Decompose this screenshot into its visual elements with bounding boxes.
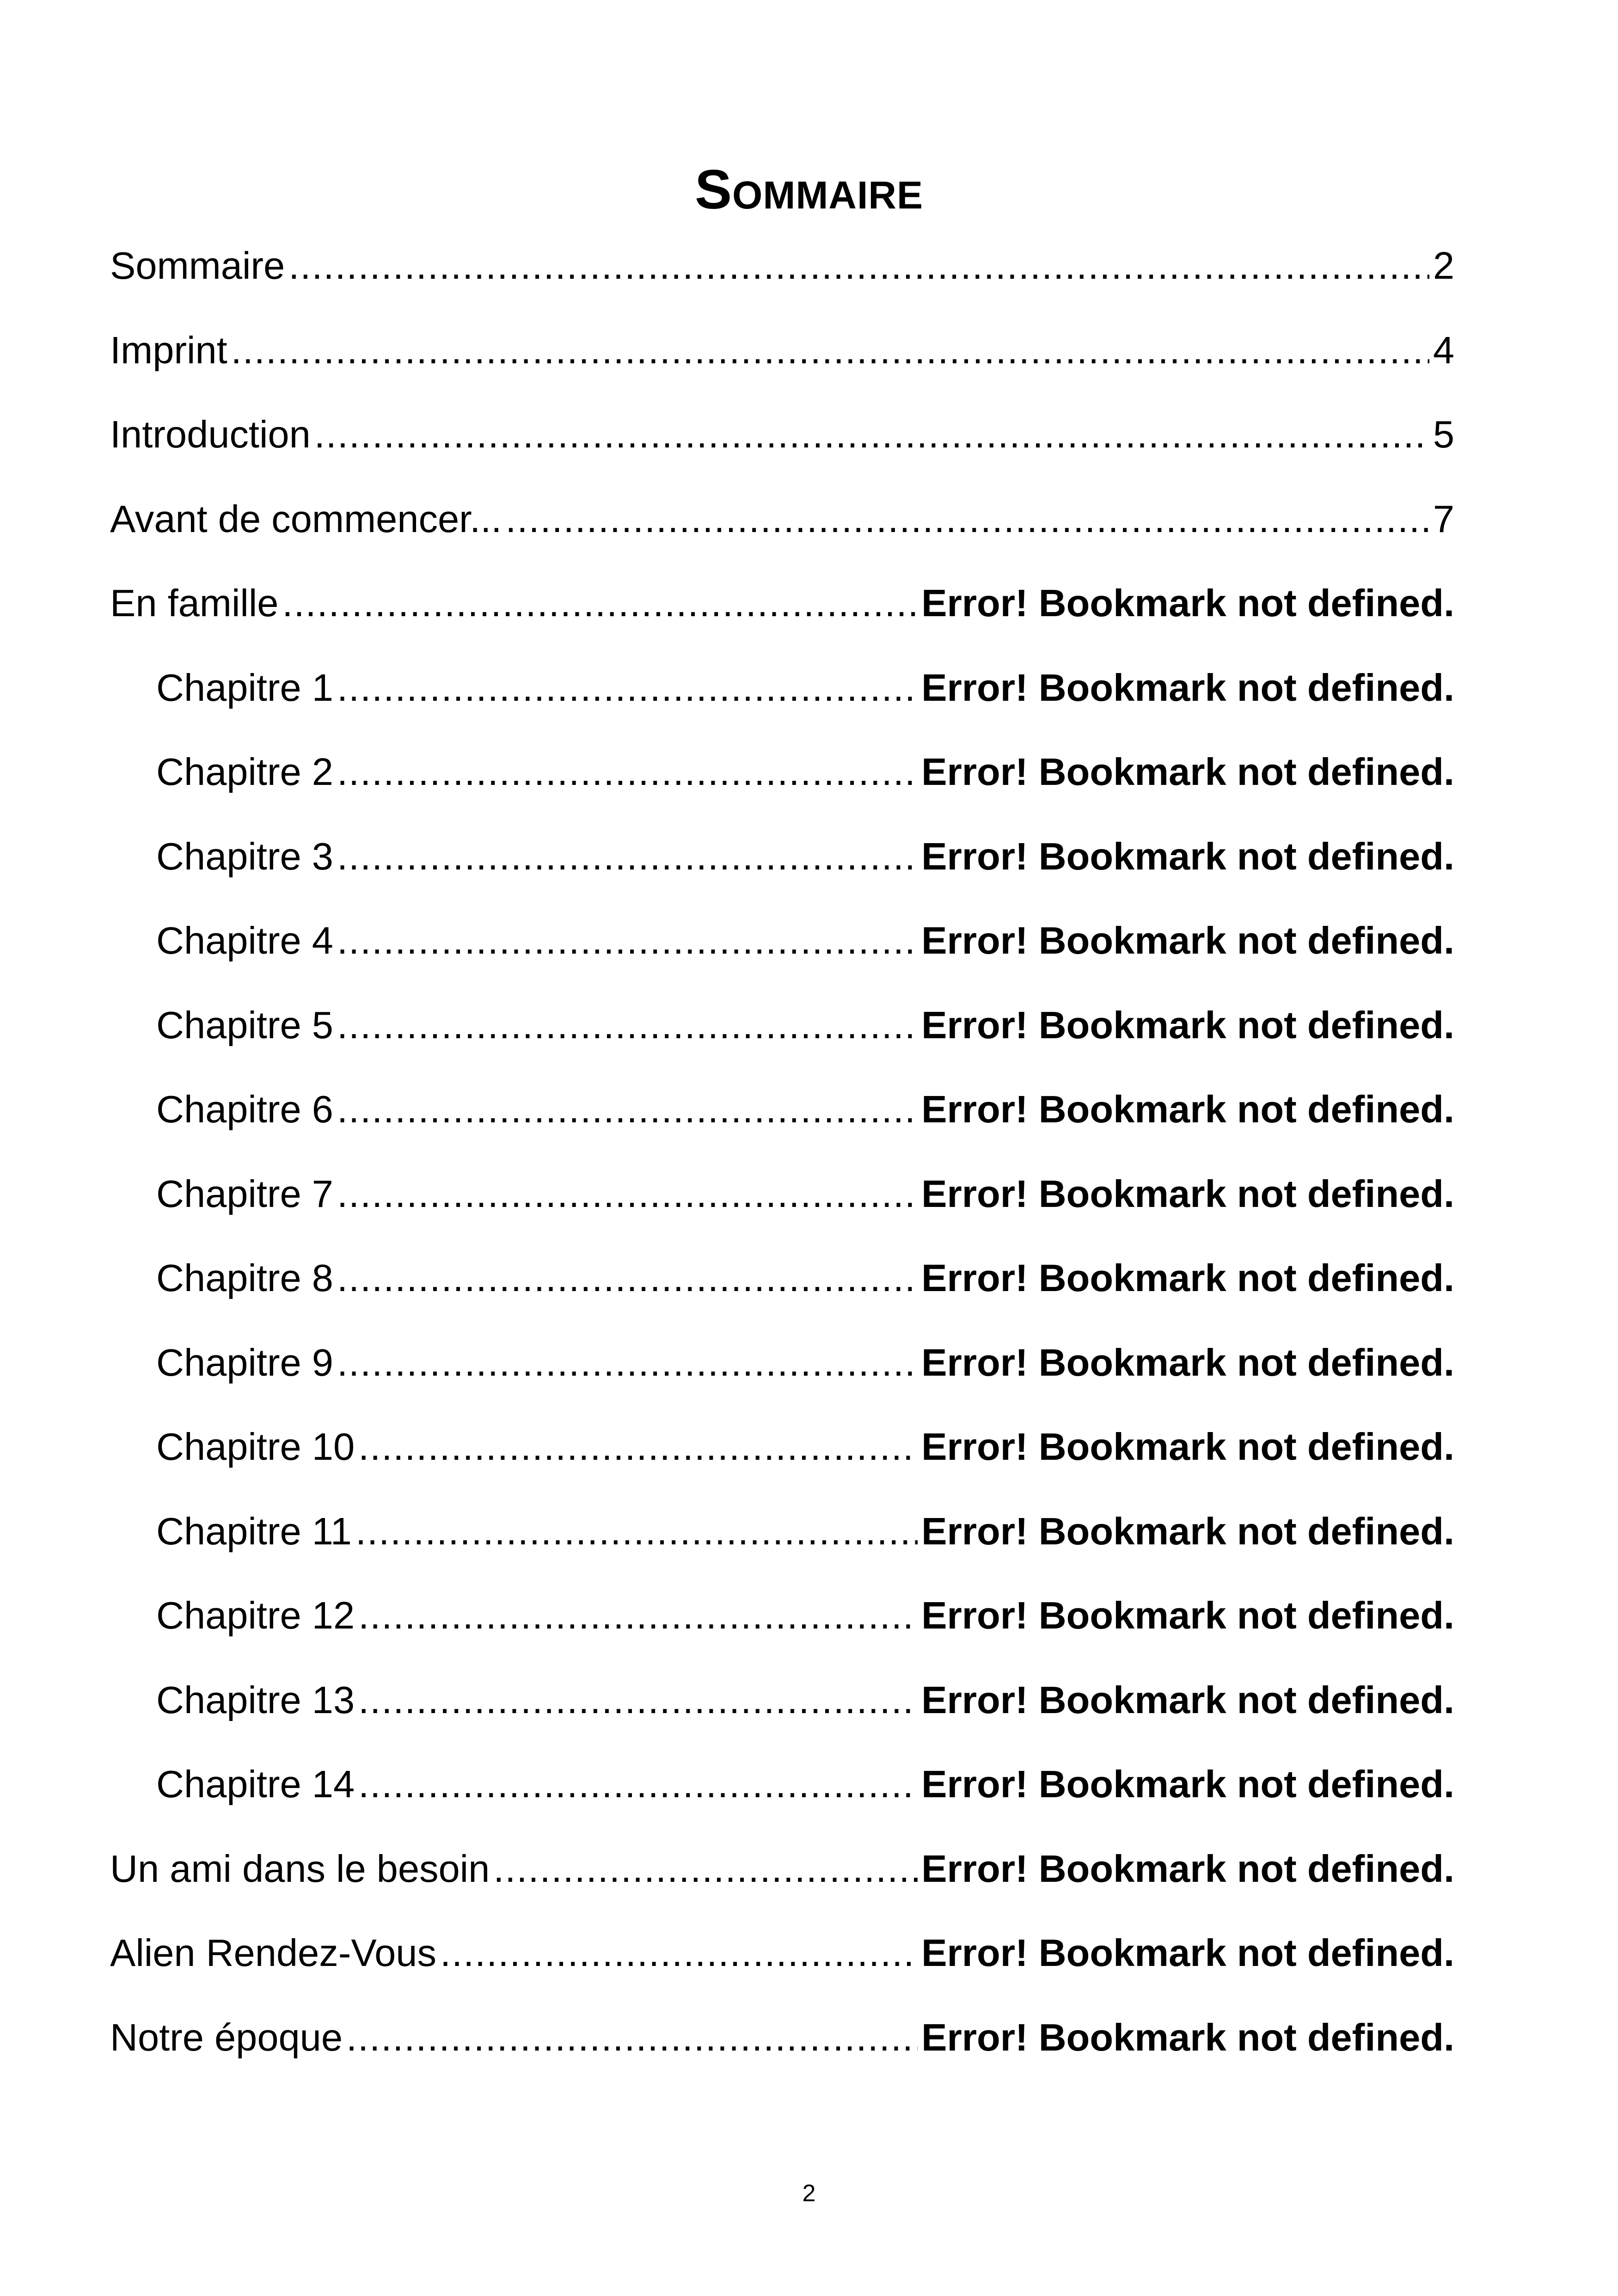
toc-dot-leader — [231, 318, 1429, 383]
toc-entry-chapitre-13[interactable] — [110, 1668, 1454, 1752]
toc-entry-label: Introduction — [110, 413, 311, 456]
toc-entry-label: Chapitre 12 — [156, 1594, 355, 1637]
toc-dot-leader — [440, 1921, 918, 1985]
page-number-footer: 2 — [802, 2180, 816, 2207]
toc-page-number: 5 — [1433, 413, 1454, 456]
toc-entry-label: En famille — [110, 582, 279, 625]
toc-dot-leader — [337, 1330, 918, 1395]
toc-bookmark-error: Error! Bookmark not defined. — [921, 834, 1454, 878]
toc-entry-label: Sommaire — [110, 244, 285, 287]
toc-dot-leader — [358, 1752, 918, 1817]
toc-entry-label: Chapitre 6 — [156, 1088, 333, 1131]
toc-dot-leader — [337, 740, 918, 804]
toc-page-number: 2 — [1433, 244, 1454, 287]
toc-page-number: 7 — [1433, 497, 1454, 540]
toc-bookmark-error: Error! Bookmark not defined. — [921, 919, 1454, 962]
toc-entry-chapitre-14[interactable] — [110, 1752, 1454, 1837]
toc-entry-sommaire[interactable] — [110, 233, 1454, 318]
toc-entry-label: Chapitre 13 — [156, 1678, 355, 1721]
toc-bookmark-error: Error! Bookmark not defined. — [921, 1594, 1454, 1637]
toc-entry-label: Imprint — [110, 328, 227, 372]
toc-dot-leader — [337, 824, 918, 889]
toc-dot-leader — [314, 402, 1429, 467]
toc-entry-label: Notre époque — [110, 2015, 343, 2059]
table-of-contents — [110, 233, 1454, 2089]
toc-entry-chapitre-7[interactable] — [110, 1162, 1454, 1246]
toc-dot-leader — [337, 1162, 918, 1226]
toc-dot-leader — [282, 571, 918, 636]
toc-entry-chapitre-10[interactable] — [110, 1414, 1454, 1499]
toc-entry-avant-de-commencer[interactable] — [110, 487, 1454, 571]
toc-entry-introduction[interactable] — [110, 402, 1454, 487]
toc-bookmark-error: Error! Bookmark not defined. — [921, 2015, 1454, 2059]
toc-dot-leader — [288, 233, 1429, 298]
toc-entry-label: Chapitre 5 — [156, 1003, 333, 1047]
toc-bookmark-error: Error! Bookmark not defined. — [921, 1847, 1454, 1890]
toc-dot-leader — [337, 1077, 918, 1142]
toc-bookmark-error: Error! Bookmark not defined. — [921, 1088, 1454, 1131]
toc-dot-leader — [337, 1246, 918, 1310]
toc-entry-label: Chapitre 8 — [156, 1256, 333, 1299]
toc-dot-leader — [337, 993, 918, 1058]
toc-entry-label: Chapitre 2 — [156, 750, 333, 793]
toc-entry-chapitre-11[interactable] — [110, 1499, 1454, 1584]
toc-entry-label: Chapitre 14 — [156, 1763, 355, 1806]
toc-dot-leader — [505, 487, 1429, 551]
toc-entry-label: Chapitre 10 — [156, 1425, 355, 1468]
toc-entry-chapitre-5[interactable] — [110, 993, 1454, 1078]
toc-entry-alien-rendez-vous[interactable] — [110, 1921, 1454, 2005]
toc-bookmark-error: Error! Bookmark not defined. — [921, 1172, 1454, 1215]
toc-entry-chapitre-1[interactable] — [110, 655, 1454, 740]
toc-entry-label: Avant de commencer... — [110, 497, 502, 540]
toc-entry-en-famille[interactable] — [110, 571, 1454, 655]
toc-entry-label: Alien Rendez-Vous — [110, 1931, 436, 1974]
toc-entry-chapitre-6[interactable] — [110, 1077, 1454, 1162]
toc-dot-leader — [346, 2005, 918, 2070]
toc-dot-leader — [355, 1499, 918, 1564]
toc-entry-label: Chapitre 7 — [156, 1172, 333, 1215]
toc-bookmark-error: Error! Bookmark not defined. — [921, 1341, 1454, 1384]
toc-entry-label: Chapitre 4 — [156, 919, 333, 962]
toc-bookmark-error: Error! Bookmark not defined. — [921, 1678, 1454, 1721]
toc-bookmark-error: Error! Bookmark not defined. — [921, 1509, 1454, 1553]
toc-bookmark-error: Error! Bookmark not defined. — [921, 1003, 1454, 1047]
toc-entry-imprint[interactable] — [110, 318, 1454, 403]
page-title: Sommaire — [694, 159, 923, 221]
toc-dot-leader — [493, 1837, 918, 1901]
toc-entry-label: Chapitre 3 — [156, 834, 333, 878]
toc-entry-notre-epoque[interactable] — [110, 2005, 1454, 2090]
toc-dot-leader — [358, 1583, 918, 1648]
toc-page-number: 4 — [1433, 328, 1454, 372]
toc-entry-chapitre-12[interactable] — [110, 1583, 1454, 1668]
toc-dot-leader — [358, 1414, 918, 1479]
toc-dot-leader — [337, 908, 918, 973]
toc-entry-chapitre-4[interactable] — [110, 908, 1454, 993]
toc-dot-leader — [337, 655, 918, 720]
toc-entry-label: Chapitre 9 — [156, 1341, 333, 1384]
toc-entry-label: Un ami dans le besoin — [110, 1847, 490, 1890]
toc-bookmark-error: Error! Bookmark not defined. — [921, 666, 1454, 709]
toc-entry-label: Chapitre 11 — [156, 1509, 352, 1553]
toc-bookmark-error: Error! Bookmark not defined. — [921, 582, 1454, 625]
toc-bookmark-error: Error! Bookmark not defined. — [921, 750, 1454, 793]
toc-entry-label: Chapitre 1 — [156, 666, 333, 709]
toc-bookmark-error: Error! Bookmark not defined. — [921, 1425, 1454, 1468]
toc-entry-chapitre-8[interactable] — [110, 1246, 1454, 1330]
toc-entry-chapitre-3[interactable] — [110, 824, 1454, 909]
toc-entry-chapitre-9[interactable] — [110, 1330, 1454, 1415]
toc-bookmark-error: Error! Bookmark not defined. — [921, 1256, 1454, 1299]
toc-entry-un-ami-dans-le-besoin[interactable] — [110, 1837, 1454, 1921]
toc-entry-chapitre-2[interactable] — [110, 740, 1454, 824]
toc-dot-leader — [358, 1668, 918, 1733]
toc-bookmark-error: Error! Bookmark not defined. — [921, 1931, 1454, 1974]
toc-bookmark-error: Error! Bookmark not defined. — [921, 1763, 1454, 1806]
